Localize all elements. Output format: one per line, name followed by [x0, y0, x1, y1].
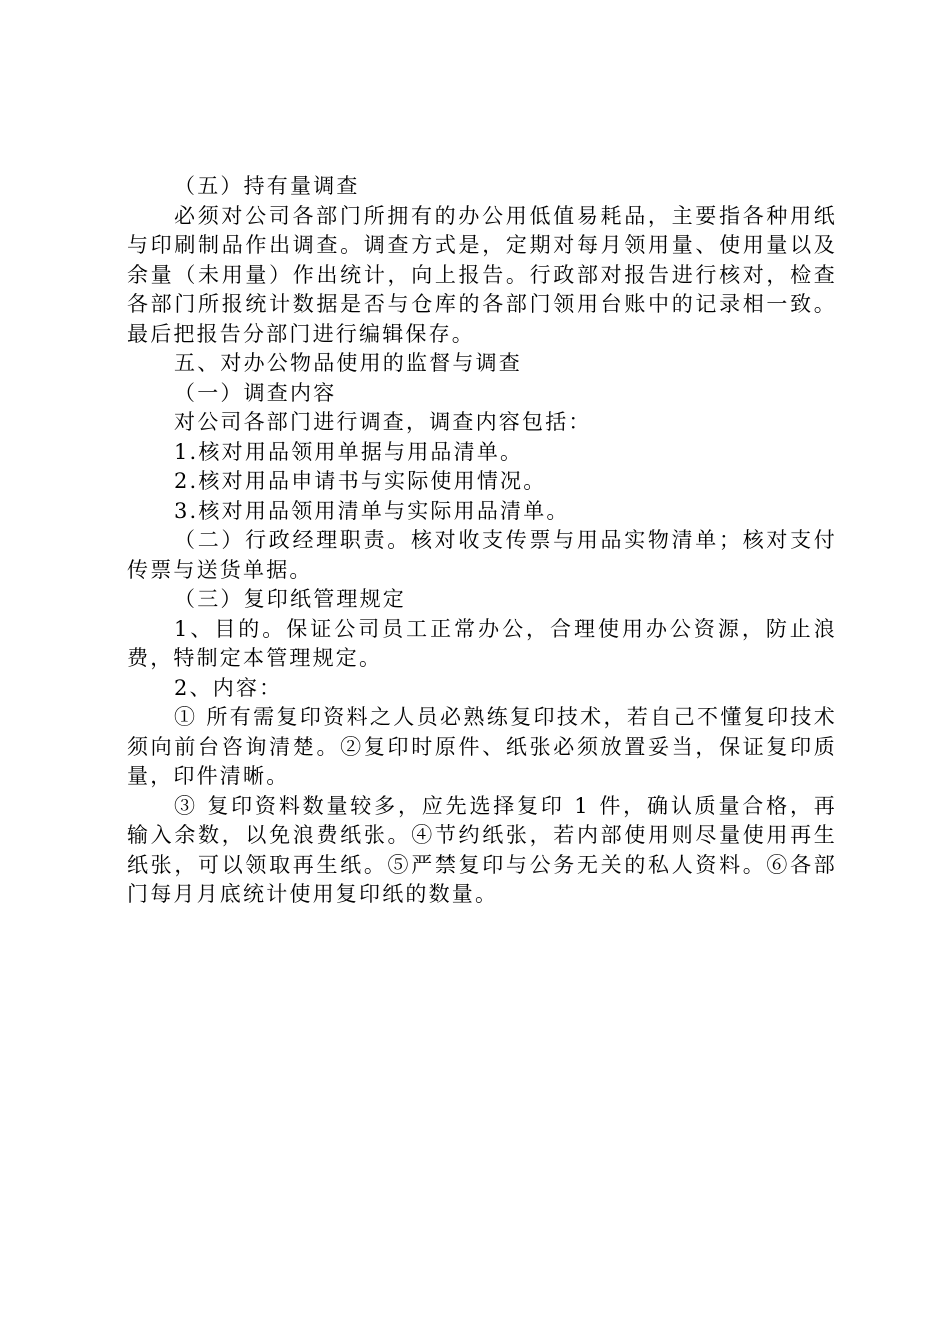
list-item-3: 3.核对用品领用清单与实际用品清单。: [174, 498, 570, 523]
list-item-1: 1.核对用品领用单据与用品清单。: [174, 439, 524, 464]
subsection-heading-survey-content: （一）调查内容: [174, 380, 337, 405]
document-body: [127, 172, 837, 910]
list-item-2: 2.核对用品申请书与实际使用情况。: [174, 469, 547, 493]
paragraph-purpose: 1、目的。保证公司员工正常办公，合理使用办公资源，防止浪费，特制定本管理规定。: [127, 616, 837, 670]
section-heading-holdings-survey: （五）持有量调查: [174, 174, 360, 198]
paragraph-manager-duties: （二）行政经理职责。核对收支传票与用品实物清单；核对支付传票与送货单据。: [127, 528, 837, 582]
paragraph-rules-3-6: ③ 复印资料数量较多，应先选择复印 1 件，确认质量合格，再输入余数，以免浪费纸张。④节约纸张，若内部使用则尽量使用再生纸张，可以领取再生纸。⑤严禁复印与公务无关的私人资料。⑥各部门每月月底统计使用复印纸的数量。: [127, 793, 837, 906]
paragraph-holdings-survey-body: 必须对公司各部门所拥有的办公用低值易耗品，主要指各种用纸与印刷制品作出调查。调查方式是，定期对每月领用量、使用量以及余量（未用量）作出统计，向上报告。行政部对报告进行核对，检查各部门所报统计数据是否与仓库的各部门领用台账中的记录相一致。最后把报告分部门进行编辑保存。: [127, 203, 837, 346]
paragraph-content-label: 2、内容：: [174, 675, 283, 700]
subsection-heading-copy-paper: （三）复印纸管理规定: [174, 587, 406, 611]
paragraph-rules-1-2: ① 所有需复印资料之人员必熟练复印技术，若自己不懂复印技术须向前台咨询清楚。②复印时原件、纸张必须放置妥当，保证复印质量，印件清晰。: [127, 705, 837, 788]
paragraph-survey-intro: 对公司各部门进行调查，调查内容包括：: [174, 410, 592, 434]
section-heading-supervision: 五、对办公物品使用的监督与调查: [174, 351, 522, 375]
